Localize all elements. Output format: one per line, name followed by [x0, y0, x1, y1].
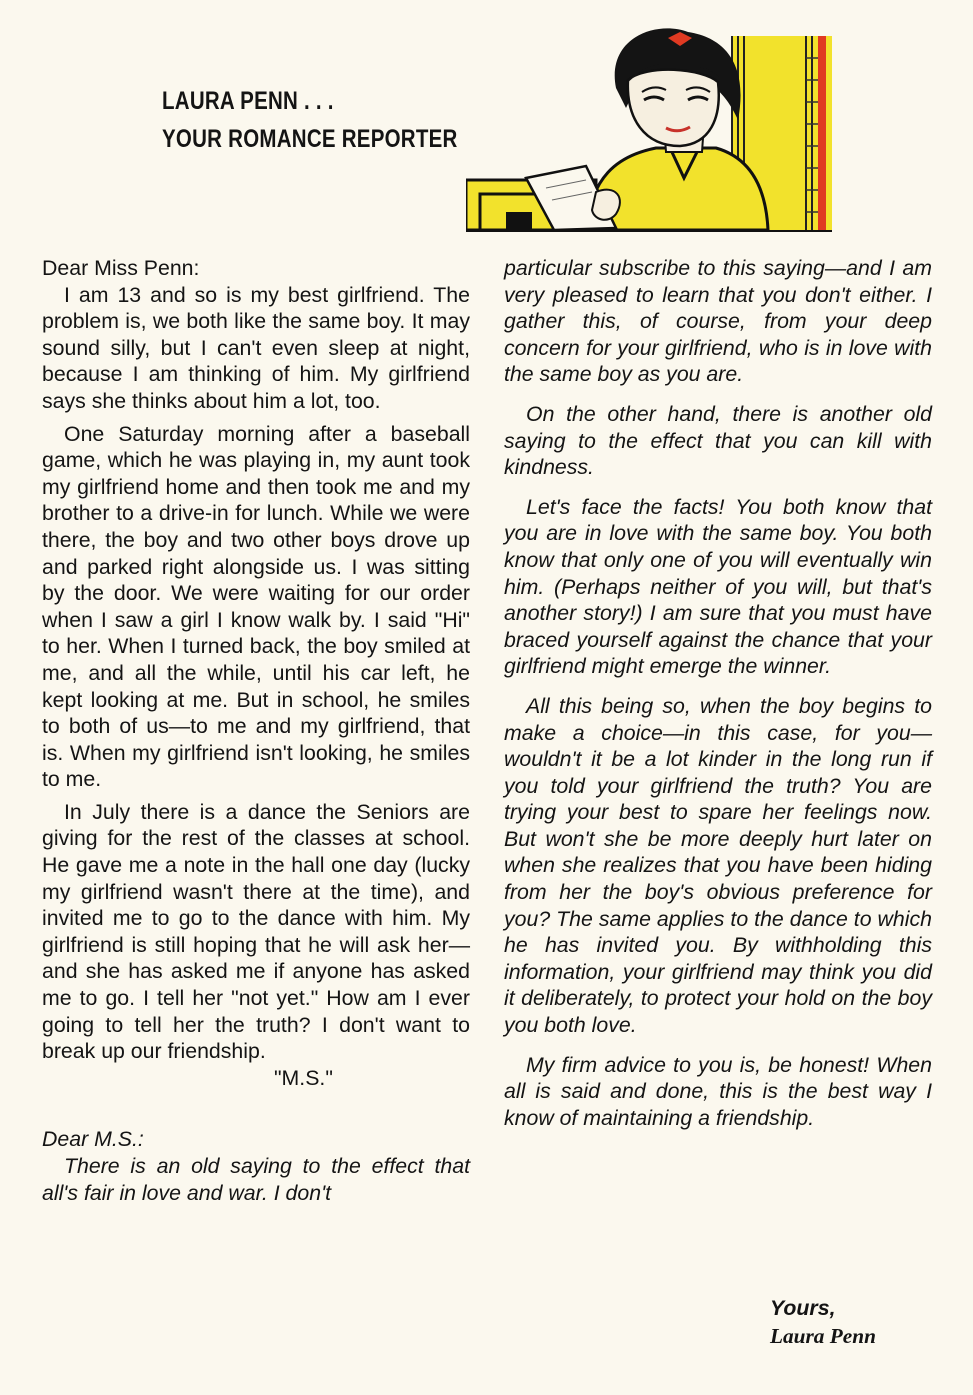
letter-paragraph-2: One Saturday morning after a baseball game, which he was playing in, my aunt took my girlfriend home and then took me and my brother to a drive-in for lunch. While we were there, the boy and two other boys drove up and parked right alongside us. I was sitting by the door. We were waiting for our order when I saw a girl I know walk by. I said "Hi" to her. When I turned back, the boy smiled at me, and all the while, until his car left, he kept looking at me. But in school, he smiles to both of us—to me and my girlfriend, that is. When my girlfriend isn't looking, he smiles to me. — [42, 421, 470, 792]
illustration — [466, 28, 832, 232]
reader-letter — [42, 255, 470, 1206]
signature: Laura Penn — [770, 1324, 876, 1348]
letter-paragraph-3: In July there is a dance the Seniors are giving for the rest of the classes at school. He gave me a note in the hall one day (lucky my girlfriend wasn't there at the time), and invited me to go to the dance with him. My girlfriend is still hoping that he will ask her—and she has asked me if anyone has asked me to go. I tell her "not yet." How am I ever going to tell her the truth? I don't want to break up our friendship. — [42, 799, 470, 1064]
woman-reading-letter-icon — [466, 28, 832, 230]
reply-paragraph-1: On the other hand, there is another old saying to the effect that you can kill with kindness. — [504, 401, 932, 480]
reply-salutation: Dear M.S.: — [42, 1127, 144, 1152]
column-title — [162, 82, 458, 158]
reply-column — [504, 255, 932, 1131]
closing: Yours, — [770, 1296, 836, 1320]
reply-paragraph-4: My firm advice to you is, be honest! When all is said and done, this is the best way I know of maintaining a friendship. — [504, 1052, 932, 1130]
title-line-1: LAURA PENN . . . — [162, 87, 334, 115]
reply-first-paragraph-start: There is an old saying to the effect that all's fair in love and war. I don't — [42, 1154, 470, 1205]
letter-initials: "M.S." — [274, 1065, 333, 1090]
reply-first-paragraph: particular subscribe to this saying—and I am very pleased to learn that you don't either. I gather this, of course, from your deep concern for your girlfriend, who is in love with the same boy as you are. — [504, 256, 932, 387]
reply-paragraph-3: All this being so, when the boy begins to make a choice—in this case, for you—wouldn't it be a lot kinder in the long run if you told your girlfriend the truth? You are trying your best to spare her feelings now. But won't she be more deeply hurt later on when she realizes that you have been hiding from her the boy's obvious preference for you? The same applies to the dance to which he has invited you. By withholding this information, your girlfriend may think you did it deliberately, to protect your hold on the boy you both love. — [504, 693, 932, 1038]
reply-paragraph-2: Let's face the facts! You both know that you are in love with the same boy. You both know that only one of you will eventually win him. (Perhaps neither of you will, but that's another story!) I am sure that you must have braced yourself against the chance that your girlfriend might emerge the winner. — [504, 494, 932, 679]
signoff — [770, 1294, 876, 1350]
title-line-2: YOUR ROMANCE REPORTER — [162, 125, 458, 153]
letter-salutation: Dear Miss Penn: — [42, 256, 200, 280]
letter-paragraph-1: I am 13 and so is my best girlfriend. The problem is, we both like the same boy. It may sound silly, but I can't even sleep at night, because I am thinking of him. My girlfriend says she thinks about him a lot, too. — [42, 282, 470, 413]
